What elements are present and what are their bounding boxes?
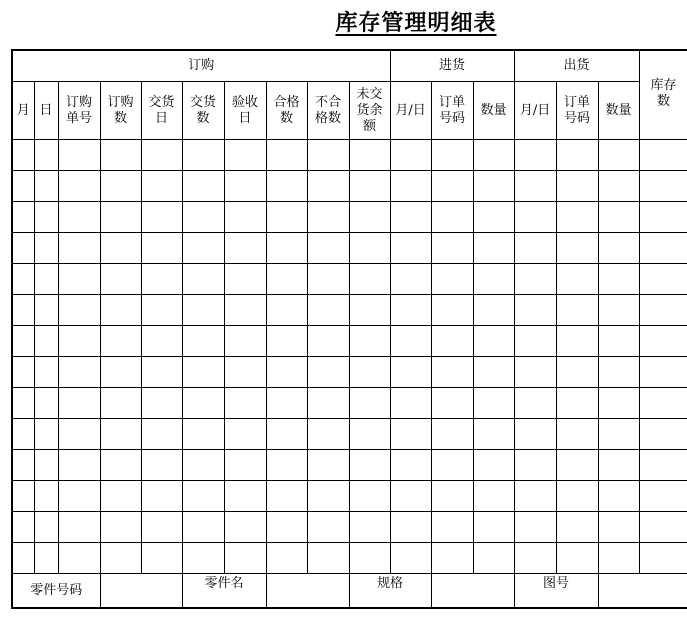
table-row bbox=[12, 481, 687, 512]
table-cell[interactable] bbox=[556, 171, 598, 202]
table-cell[interactable] bbox=[100, 543, 141, 574]
table-cell[interactable] bbox=[349, 543, 390, 574]
table-cell[interactable] bbox=[431, 202, 473, 233]
table-cell[interactable] bbox=[514, 202, 556, 233]
table-cell[interactable] bbox=[639, 388, 687, 419]
table-cell[interactable] bbox=[349, 233, 390, 264]
table-cell[interactable] bbox=[639, 419, 687, 450]
footer-row bbox=[12, 574, 687, 609]
table-cell[interactable] bbox=[473, 326, 514, 357]
table-cell[interactable] bbox=[100, 202, 141, 233]
table-cell[interactable] bbox=[349, 264, 390, 295]
table-cell[interactable] bbox=[431, 233, 473, 264]
table-cell[interactable] bbox=[100, 233, 141, 264]
table-cell[interactable] bbox=[141, 543, 182, 574]
table-cell[interactable] bbox=[182, 171, 224, 202]
table-cell[interactable] bbox=[514, 543, 556, 574]
table-cell[interactable] bbox=[182, 450, 224, 481]
table-cell[interactable] bbox=[182, 233, 224, 264]
table-cell[interactable] bbox=[141, 419, 182, 450]
table-row bbox=[12, 233, 687, 264]
table-cell[interactable] bbox=[182, 264, 224, 295]
table-cell[interactable] bbox=[34, 512, 58, 543]
table-cell[interactable] bbox=[390, 543, 431, 574]
table-cell[interactable] bbox=[34, 326, 58, 357]
table-cell[interactable] bbox=[266, 388, 307, 419]
table-cell[interactable] bbox=[34, 295, 58, 326]
table-cell[interactable] bbox=[141, 326, 182, 357]
table-cell[interactable] bbox=[431, 512, 473, 543]
table-cell[interactable] bbox=[639, 171, 687, 202]
table-cell[interactable] bbox=[12, 450, 34, 481]
table-cell[interactable] bbox=[266, 450, 307, 481]
table-cell[interactable] bbox=[100, 512, 141, 543]
table-cell[interactable] bbox=[639, 543, 687, 574]
table-cell[interactable] bbox=[100, 326, 141, 357]
footer-part-name-value[interactable] bbox=[266, 574, 349, 609]
table-cell[interactable] bbox=[266, 357, 307, 388]
table-cell[interactable] bbox=[58, 295, 100, 326]
table-cell[interactable] bbox=[473, 357, 514, 388]
table-cell[interactable] bbox=[473, 233, 514, 264]
table-cell[interactable] bbox=[266, 233, 307, 264]
table-cell[interactable] bbox=[349, 512, 390, 543]
col-delivery-date: 交货日 bbox=[141, 82, 182, 140]
table-cell[interactable] bbox=[224, 264, 266, 295]
table-cell[interactable] bbox=[390, 264, 431, 295]
table-cell[interactable] bbox=[431, 450, 473, 481]
table-cell[interactable] bbox=[182, 481, 224, 512]
table-cell[interactable] bbox=[556, 481, 598, 512]
table-cell[interactable] bbox=[390, 202, 431, 233]
table-cell[interactable] bbox=[141, 233, 182, 264]
table-cell[interactable] bbox=[390, 481, 431, 512]
col-month: 月 bbox=[12, 82, 34, 140]
table-cell[interactable] bbox=[349, 326, 390, 357]
table-cell[interactable] bbox=[141, 264, 182, 295]
table-cell[interactable] bbox=[224, 512, 266, 543]
table-cell[interactable] bbox=[58, 264, 100, 295]
table-cell[interactable] bbox=[639, 295, 687, 326]
table-cell[interactable] bbox=[266, 512, 307, 543]
table-cell[interactable] bbox=[307, 543, 349, 574]
table-cell[interactable] bbox=[100, 357, 141, 388]
col-in-qty: 数量 bbox=[473, 82, 514, 140]
table-cell[interactable] bbox=[266, 202, 307, 233]
table-cell[interactable] bbox=[224, 202, 266, 233]
page-title: 库存管理明细表 bbox=[335, 10, 497, 36]
table-cell[interactable] bbox=[100, 140, 141, 171]
table-cell[interactable] bbox=[307, 357, 349, 388]
table-cell[interactable] bbox=[390, 512, 431, 543]
footer-part-name-label: 零件名 bbox=[182, 574, 266, 609]
table-cell[interactable] bbox=[514, 419, 556, 450]
table-cell[interactable] bbox=[34, 357, 58, 388]
table-cell[interactable] bbox=[349, 388, 390, 419]
table-cell[interactable] bbox=[58, 419, 100, 450]
table-cell[interactable] bbox=[514, 171, 556, 202]
table-cell[interactable] bbox=[12, 140, 34, 171]
table-cell[interactable] bbox=[58, 388, 100, 419]
table-cell[interactable] bbox=[12, 264, 34, 295]
table-row bbox=[12, 295, 687, 326]
table-cell[interactable] bbox=[349, 202, 390, 233]
table-cell[interactable] bbox=[639, 202, 687, 233]
table-cell[interactable] bbox=[12, 326, 34, 357]
table-row bbox=[12, 450, 687, 481]
table-cell[interactable] bbox=[473, 481, 514, 512]
table-cell[interactable] bbox=[12, 357, 34, 388]
table-cell[interactable] bbox=[431, 481, 473, 512]
table-cell[interactable] bbox=[12, 171, 34, 202]
table-cell[interactable] bbox=[34, 419, 58, 450]
table-cell[interactable] bbox=[307, 450, 349, 481]
table-cell[interactable] bbox=[307, 202, 349, 233]
table-cell[interactable] bbox=[639, 481, 687, 512]
table-cell[interactable] bbox=[639, 357, 687, 388]
table-cell[interactable] bbox=[34, 140, 58, 171]
table-cell[interactable] bbox=[639, 450, 687, 481]
table-cell[interactable] bbox=[224, 295, 266, 326]
table-cell[interactable] bbox=[224, 419, 266, 450]
table-cell[interactable] bbox=[556, 388, 598, 419]
table-cell[interactable] bbox=[266, 481, 307, 512]
table-cell[interactable] bbox=[58, 357, 100, 388]
table-cell[interactable] bbox=[598, 171, 639, 202]
table-row bbox=[12, 202, 687, 233]
table-cell[interactable] bbox=[390, 171, 431, 202]
col-inspection-date: 验收日 bbox=[224, 82, 266, 140]
col-passed-qty: 合格数 bbox=[266, 82, 307, 140]
col-in-date: 月/日 bbox=[390, 82, 431, 140]
table-cell[interactable] bbox=[141, 481, 182, 512]
table-cell[interactable] bbox=[182, 357, 224, 388]
table-cell[interactable] bbox=[100, 481, 141, 512]
table-cell[interactable] bbox=[100, 171, 141, 202]
table-cell[interactable] bbox=[556, 450, 598, 481]
table-cell[interactable] bbox=[390, 233, 431, 264]
col-failed-qty: 不合格数 bbox=[307, 82, 349, 140]
table-cell[interactable] bbox=[598, 202, 639, 233]
table-row bbox=[12, 140, 687, 171]
table-cell[interactable] bbox=[556, 326, 598, 357]
table-cell[interactable] bbox=[514, 357, 556, 388]
table-cell[interactable] bbox=[431, 543, 473, 574]
table-cell[interactable] bbox=[556, 512, 598, 543]
col-order-qty: 订购数 bbox=[100, 82, 141, 140]
table-cell[interactable] bbox=[182, 295, 224, 326]
table-cell[interactable] bbox=[141, 171, 182, 202]
table-cell[interactable] bbox=[307, 233, 349, 264]
table-cell[interactable] bbox=[598, 419, 639, 450]
table-cell[interactable] bbox=[12, 202, 34, 233]
table-cell[interactable] bbox=[598, 326, 639, 357]
table-cell[interactable] bbox=[473, 171, 514, 202]
col-delivery-qty: 交货数 bbox=[182, 82, 224, 140]
table-cell[interactable] bbox=[266, 140, 307, 171]
table-cell[interactable] bbox=[473, 450, 514, 481]
table-cell[interactable] bbox=[390, 419, 431, 450]
table-cell[interactable] bbox=[307, 388, 349, 419]
table-cell[interactable] bbox=[224, 543, 266, 574]
table-cell[interactable] bbox=[514, 295, 556, 326]
footer-part-no-value[interactable] bbox=[100, 574, 182, 609]
table-cell[interactable] bbox=[431, 419, 473, 450]
table-cell[interactable] bbox=[349, 419, 390, 450]
table-cell[interactable] bbox=[431, 264, 473, 295]
col-order-no: 订购单号 bbox=[58, 82, 100, 140]
table-cell[interactable] bbox=[182, 419, 224, 450]
table-cell[interactable] bbox=[514, 140, 556, 171]
table-cell[interactable] bbox=[34, 543, 58, 574]
table-cell[interactable] bbox=[598, 140, 639, 171]
table-row bbox=[12, 326, 687, 357]
table-cell[interactable] bbox=[307, 481, 349, 512]
inventory-table bbox=[11, 49, 687, 609]
table-cell[interactable] bbox=[598, 357, 639, 388]
footer-spec-value[interactable] bbox=[431, 574, 514, 609]
table-cell[interactable] bbox=[58, 202, 100, 233]
table-cell[interactable] bbox=[431, 171, 473, 202]
table-cell[interactable] bbox=[58, 233, 100, 264]
table-cell[interactable] bbox=[307, 171, 349, 202]
table-cell[interactable] bbox=[431, 295, 473, 326]
table-cell[interactable] bbox=[12, 388, 34, 419]
table-cell[interactable] bbox=[556, 295, 598, 326]
table-cell[interactable] bbox=[307, 140, 349, 171]
table-row bbox=[12, 171, 687, 202]
table-cell[interactable] bbox=[473, 202, 514, 233]
col-undelivered-balance: 未交货余额 bbox=[349, 82, 390, 140]
table-cell[interactable] bbox=[431, 388, 473, 419]
table-cell[interactable] bbox=[34, 450, 58, 481]
table-cell[interactable] bbox=[514, 388, 556, 419]
table-cell[interactable] bbox=[349, 450, 390, 481]
table-cell[interactable] bbox=[598, 543, 639, 574]
table-cell[interactable] bbox=[598, 233, 639, 264]
table-cell[interactable] bbox=[307, 419, 349, 450]
table-cell[interactable] bbox=[349, 295, 390, 326]
table-cell[interactable] bbox=[58, 543, 100, 574]
table-cell[interactable] bbox=[182, 512, 224, 543]
table-cell[interactable] bbox=[598, 295, 639, 326]
table-cell[interactable] bbox=[514, 450, 556, 481]
table-cell[interactable] bbox=[390, 140, 431, 171]
table-cell[interactable] bbox=[58, 326, 100, 357]
table-cell[interactable] bbox=[141, 140, 182, 171]
table-cell[interactable] bbox=[473, 140, 514, 171]
table-cell[interactable] bbox=[12, 295, 34, 326]
table-cell[interactable] bbox=[473, 388, 514, 419]
column-header-row bbox=[12, 82, 687, 140]
table-cell[interactable] bbox=[224, 357, 266, 388]
table-row bbox=[12, 357, 687, 388]
table-cell[interactable] bbox=[100, 388, 141, 419]
table-cell[interactable] bbox=[473, 264, 514, 295]
table-cell[interactable] bbox=[473, 295, 514, 326]
table-cell[interactable] bbox=[349, 481, 390, 512]
table-cell[interactable] bbox=[34, 202, 58, 233]
table-cell[interactable] bbox=[598, 388, 639, 419]
table-cell[interactable] bbox=[100, 295, 141, 326]
table-cell[interactable] bbox=[12, 233, 34, 264]
table-cell[interactable] bbox=[598, 481, 639, 512]
table-cell[interactable] bbox=[12, 419, 34, 450]
table-cell[interactable] bbox=[556, 140, 598, 171]
table-cell[interactable] bbox=[266, 326, 307, 357]
table-cell[interactable] bbox=[12, 512, 34, 543]
table-cell[interactable] bbox=[58, 481, 100, 512]
col-day: 日 bbox=[34, 82, 58, 140]
table-cell[interactable] bbox=[556, 543, 598, 574]
table-cell[interactable] bbox=[266, 171, 307, 202]
table-cell[interactable] bbox=[141, 357, 182, 388]
table-row bbox=[12, 419, 687, 450]
table-cell[interactable] bbox=[224, 233, 266, 264]
table-cell[interactable] bbox=[556, 233, 598, 264]
table-cell[interactable] bbox=[100, 419, 141, 450]
table-cell[interactable] bbox=[58, 171, 100, 202]
table-cell[interactable] bbox=[266, 543, 307, 574]
table-cell[interactable] bbox=[639, 326, 687, 357]
table-cell[interactable] bbox=[12, 543, 34, 574]
table-row bbox=[12, 264, 687, 295]
col-in-order-no: 订单号码 bbox=[431, 82, 473, 140]
table-cell[interactable] bbox=[307, 326, 349, 357]
table-cell[interactable] bbox=[390, 450, 431, 481]
table-cell[interactable] bbox=[514, 512, 556, 543]
table-row bbox=[12, 543, 687, 574]
table-cell[interactable] bbox=[266, 264, 307, 295]
table-cell[interactable] bbox=[473, 419, 514, 450]
table-cell[interactable] bbox=[34, 233, 58, 264]
table-cell[interactable] bbox=[514, 326, 556, 357]
table-cell[interactable] bbox=[58, 512, 100, 543]
table-cell[interactable] bbox=[224, 326, 266, 357]
table-cell[interactable] bbox=[224, 481, 266, 512]
table-cell[interactable] bbox=[598, 264, 639, 295]
table-cell[interactable] bbox=[34, 388, 58, 419]
table-cell[interactable] bbox=[639, 512, 687, 543]
table-cell[interactable] bbox=[390, 326, 431, 357]
group-incoming: 进货 bbox=[390, 50, 514, 82]
table-row bbox=[12, 512, 687, 543]
table-cell[interactable] bbox=[58, 450, 100, 481]
table-cell[interactable] bbox=[141, 388, 182, 419]
table-cell[interactable] bbox=[58, 140, 100, 171]
table-cell[interactable] bbox=[514, 264, 556, 295]
table-cell[interactable] bbox=[100, 450, 141, 481]
table-cell[interactable] bbox=[182, 140, 224, 171]
footer-spec-label: 规格 bbox=[349, 574, 431, 609]
group-stock: 库存数 bbox=[639, 50, 687, 140]
table-cell[interactable] bbox=[390, 295, 431, 326]
footer-part-no-label: 零件号码 bbox=[12, 574, 100, 609]
table-cell[interactable] bbox=[182, 202, 224, 233]
table-cell[interactable] bbox=[390, 388, 431, 419]
table-cell[interactable] bbox=[141, 295, 182, 326]
table-cell[interactable] bbox=[34, 264, 58, 295]
table-cell[interactable] bbox=[224, 171, 266, 202]
table-cell[interactable] bbox=[556, 419, 598, 450]
col-out-order-no: 订单号码 bbox=[556, 82, 598, 140]
table-cell[interactable] bbox=[598, 450, 639, 481]
table-cell[interactable] bbox=[34, 171, 58, 202]
table-cell[interactable] bbox=[556, 264, 598, 295]
table-cell[interactable] bbox=[349, 357, 390, 388]
table-cell[interactable] bbox=[639, 140, 687, 171]
table-row bbox=[12, 388, 687, 419]
table-cell[interactable] bbox=[182, 543, 224, 574]
footer-drawing-no-label: 图号 bbox=[514, 574, 598, 609]
table-cell[interactable] bbox=[224, 140, 266, 171]
col-out-date: 月/日 bbox=[514, 82, 556, 140]
table-cell[interactable] bbox=[307, 512, 349, 543]
table-cell[interactable] bbox=[266, 419, 307, 450]
table-cell[interactable] bbox=[141, 450, 182, 481]
table-cell[interactable] bbox=[556, 357, 598, 388]
table-cell[interactable] bbox=[598, 512, 639, 543]
table-cell[interactable] bbox=[390, 357, 431, 388]
table-cell[interactable] bbox=[473, 512, 514, 543]
footer-drawing-no-value[interactable] bbox=[598, 574, 687, 609]
table-cell[interactable] bbox=[141, 512, 182, 543]
table-cell[interactable] bbox=[34, 481, 58, 512]
table-cell[interactable] bbox=[266, 295, 307, 326]
table-cell[interactable] bbox=[307, 264, 349, 295]
table-cell[interactable] bbox=[514, 233, 556, 264]
table-cell[interactable] bbox=[141, 202, 182, 233]
col-out-qty: 数量 bbox=[598, 82, 639, 140]
table-cell[interactable] bbox=[100, 264, 141, 295]
table-cell[interactable] bbox=[307, 295, 349, 326]
table-cell[interactable] bbox=[349, 171, 390, 202]
table-cell[interactable] bbox=[431, 357, 473, 388]
table-cell[interactable] bbox=[349, 140, 390, 171]
table-cell[interactable] bbox=[224, 450, 266, 481]
table-cell[interactable] bbox=[514, 481, 556, 512]
table-cell[interactable] bbox=[473, 543, 514, 574]
table-cell[interactable] bbox=[182, 326, 224, 357]
table-cell[interactable] bbox=[224, 388, 266, 419]
group-outgoing: 出货 bbox=[514, 50, 639, 82]
table-cell[interactable] bbox=[182, 388, 224, 419]
table-cell[interactable] bbox=[639, 264, 687, 295]
group-order: 订购 bbox=[12, 50, 390, 82]
table-cell[interactable] bbox=[431, 140, 473, 171]
table-cell[interactable] bbox=[431, 326, 473, 357]
table-cell[interactable] bbox=[639, 233, 687, 264]
table-cell[interactable] bbox=[556, 202, 598, 233]
table-cell[interactable] bbox=[12, 481, 34, 512]
